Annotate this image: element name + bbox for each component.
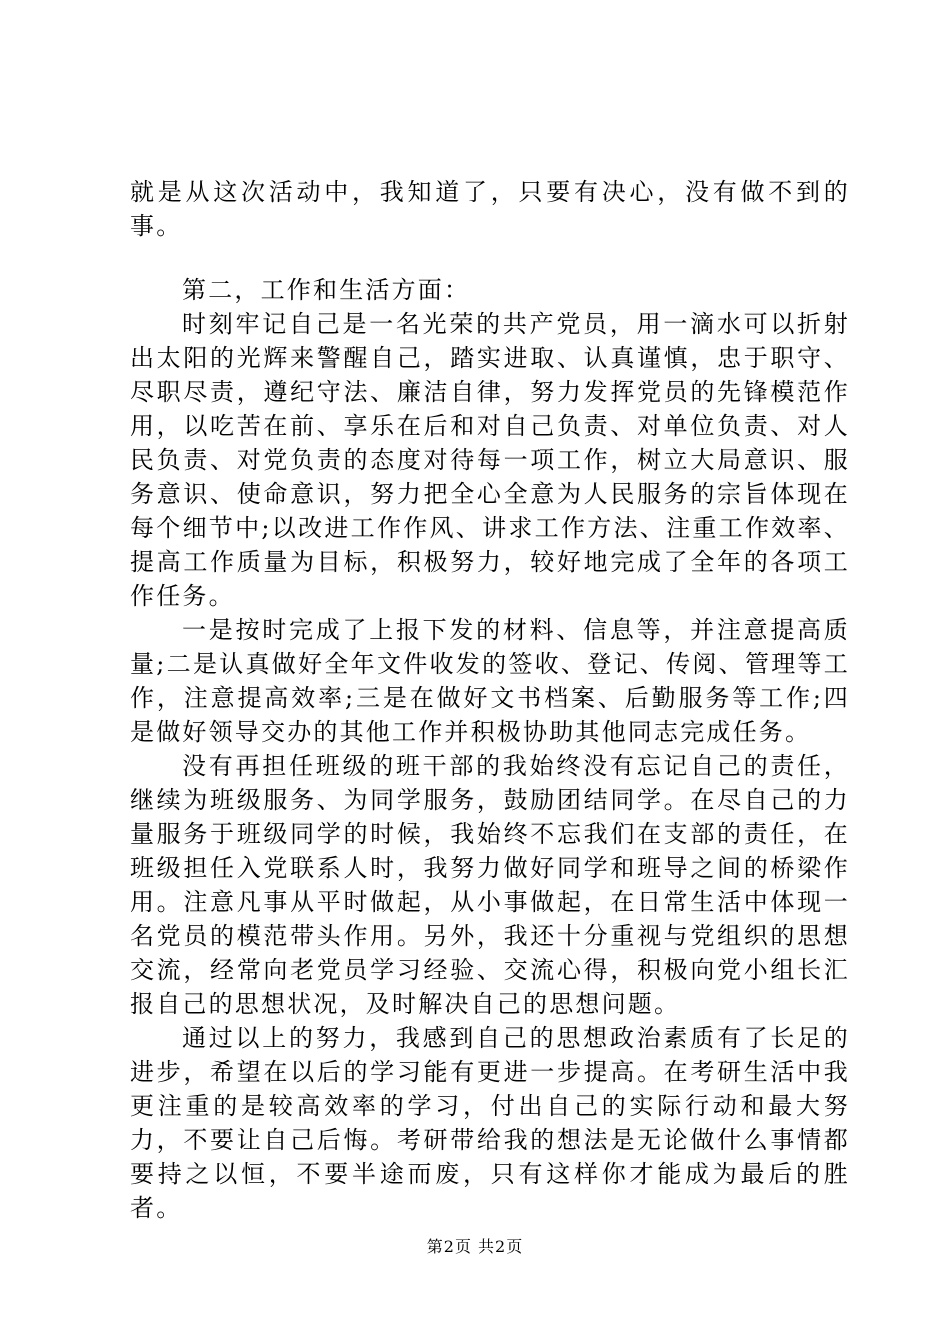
paragraph: 时刻牢记自己是一名光荣的共产党员，用一滴水可以折射出太阳的光辉来警醒自己，踏实进取、认真谨慎，忠于职守、尽职尽责，遵纪守法、廉洁自律，努力发挥党员的先锋模范作用，以吃苦在前、享乐在后和对自己负责、对单位负责、对人民负责、对党负责的态度对待每一项工作，树立大局意识、服务意识、使命意识，努力把全心全意为人民服务的宗旨体现在每个细节中;以改进工作作风、讲求工作方法、注重工作效率、提高工作质量为目标，积极努力，较好地完成了全年的各项工作任务。 (130, 310, 850, 610)
paragraph-gap (130, 243, 850, 273)
paragraph-continuation: 就是从这次活动中，我知道了，只要有决心，没有做不到的事。 (130, 178, 850, 240)
paragraph: 没有再担任班级的班干部的我始终没有忘记自己的责任，继续为班级服务、为同学服务，鼓励团结同学。在尽自己的力量服务于班级同学的时候，我始终不忘我们在支部的责任，在班级担任入党联系人时，我努力做好同学和班导之间的桥梁作用。注意凡事从平时做起，从小事做起，在日常生活中体现一名党员的模范带头作用。另外，我还十分重视与党组织的思想交流，经常向老党员学习经验、交流心得，积极向党小组长汇报自己的思想状况，及时解决自己的思想问题。 (130, 752, 850, 1018)
page-number-footer: 第2页 共2页 (426, 1237, 524, 1256)
paragraph: 一是按时完成了上报下发的材料、信息等，并注意提高质量;二是认真做好全年文件收发的签收、登记、传阅、管理等工作，注意提高效率;三是在做好文书档案、后勤服务等工作;四是做好领导交办的其他工作并积极协助其他同志完成任务。 (130, 616, 850, 746)
paragraph: 通过以上的努力，我感到自己的思想政治素质有了长足的进步，希望在以后的学习能有更进一步提高。在考研生活中我更注重的是较高效率的学习，付出自己的实际行动和最大努力，不要让自己后悔。考研带给我的想法是无论做什么事情都要持之以恒，不要半途而废，只有这样你才能成为最后的胜者。 (130, 1024, 850, 1222)
section-heading: 第二，工作和生活方面： (182, 276, 471, 304)
document-body (130, 175, 850, 1225)
